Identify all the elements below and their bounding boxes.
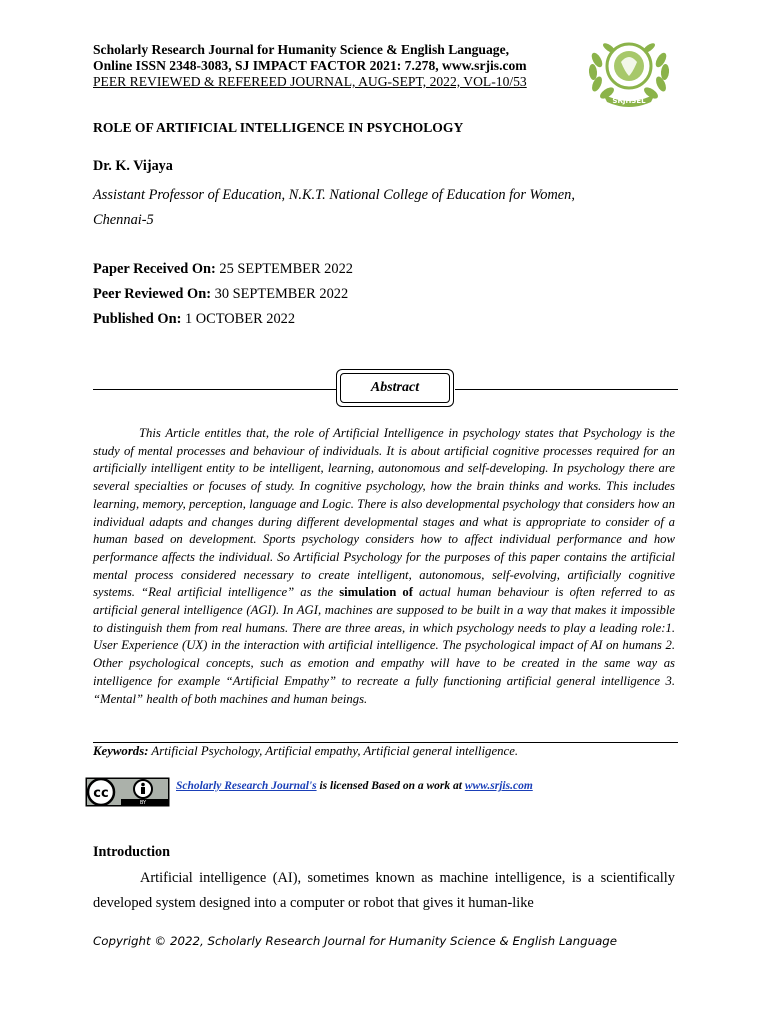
- cc-badge-text: BY: [139, 800, 147, 806]
- reviewed-label: Peer Reviewed On:: [93, 286, 212, 302]
- published-value: 1 OCTOBER 2022: [181, 311, 296, 327]
- introduction-body: Artificial intelligence (AI), sometimes known as machine intelligence, is a scientifically developed system designed into a computer or robot that gives it human-like: [93, 870, 675, 911]
- reviewed-value: 30 SEPTEMBER 2022: [211, 286, 349, 302]
- affiliation-line-1: Assistant Professor of Education, N.K.T. National College of Education for Women,: [93, 187, 575, 203]
- published-date: [93, 307, 353, 332]
- paper-title: ROLE OF ARTIFICIAL INTELLIGENCE IN PSYCHOLOGY: [93, 120, 464, 135]
- journal-logo: [585, 30, 673, 108]
- website-link[interactable]: www.srjis.com: [464, 780, 533, 792]
- keywords-label: Keywords:: [93, 744, 149, 758]
- reviewed-date: [93, 282, 353, 307]
- introduction-heading: Introduction: [93, 844, 170, 860]
- received-label: Paper Received On:: [93, 261, 216, 277]
- affiliation-line-2: Chennai-5: [93, 212, 154, 228]
- abstract-heading-box: [336, 369, 454, 407]
- logo-text: SRJHSEL: [612, 97, 646, 105]
- received-date: [93, 257, 353, 282]
- abstract-text-part-1: This Article entitles that, the role of Artificial Intelligence in psychology states that Psychology is the study of mental processes and behaviour of individuals. It is about artificial cognitive processes required for an artificially intelligent entity to be intelligent, learning, autonomous and self-developing. In psychology there are several specialties or focuses of study. In cognitive psychology, how the brain thinks and works. This includes learning, memory, perception, language and Logic. There is also developmental psychology that considers how an individual adapts and changes during different developmental stages and what is appropriate to consider of a human based on development. Sports psychology considers how to affect individual performance and how performance affects the individual. So Artificial Psychology for the purposes of this paper contains the artificial mental process considered necessary to create intelligent, autonomous, self-evolving, artificially cognitive systems. “Real artificial intelligence” as the: [93, 426, 675, 600]
- received-value: 25 SEPTEMBER 2022: [215, 261, 353, 277]
- journal-issn: Online ISSN 2348-3083, SJ IMPACT FACTOR 2021: 7.278, www.srjis.com: [93, 58, 527, 73]
- abstract-text-part-2: actual human behaviour is often referred to as artificial general intelligence (AGI). In AGI, machines are supposed to be built in a way that makes it impossible to distinguish them from real humans. There are three areas, in which psychology needs to play a leading role:1. User Experience (UX) in the interaction with artificial intelligence. The psychological impact of AI on humans 2. Other psychological concepts, such as emotion and empathy will have to be created in the same way as intelligence for example “Artificial Empathy” to recreate a fully functioning artificial general intelligence 3. “Mental” health of both machines and human beings.: [93, 585, 675, 706]
- abstract-text-bold: simulation of: [339, 585, 413, 600]
- keywords: [93, 744, 518, 759]
- creative-commons-by-icon[interactable]: [85, 777, 170, 807]
- copyright-footer: Copyright © 2022, Scholarly Research Journal for Humanity Science & English Language: [93, 934, 618, 948]
- author-name: Dr. K. Vijaya: [93, 158, 173, 174]
- keywords-value: Artificial Psychology, Artificial empathy, Artificial general intelligence.: [148, 744, 519, 758]
- author-affiliation: [93, 183, 693, 233]
- journal-name: Scholarly Research Journal for Humanity Science & English Language,: [93, 42, 510, 57]
- journal-header: [93, 42, 563, 90]
- license-text: is licensed Based on a work at: [316, 780, 465, 792]
- abstract-divider-right: [455, 389, 678, 390]
- abstract-heading: Abstract: [370, 380, 420, 395]
- abstract-body: [93, 425, 675, 708]
- license-notice: [176, 780, 533, 792]
- published-label: Published On:: [93, 311, 182, 327]
- svg-text:cc: cc: [93, 786, 109, 801]
- publication-dates: [93, 257, 353, 332]
- abstract-divider-left: [93, 389, 337, 390]
- journal-license-link[interactable]: Scholarly Research Journal's: [176, 780, 317, 792]
- journal-volume: PEER REVIEWED & REFEREED JOURNAL, AUG-SEPT, 2022, VOL-10/53: [93, 74, 527, 89]
- keywords-divider: [93, 742, 678, 743]
